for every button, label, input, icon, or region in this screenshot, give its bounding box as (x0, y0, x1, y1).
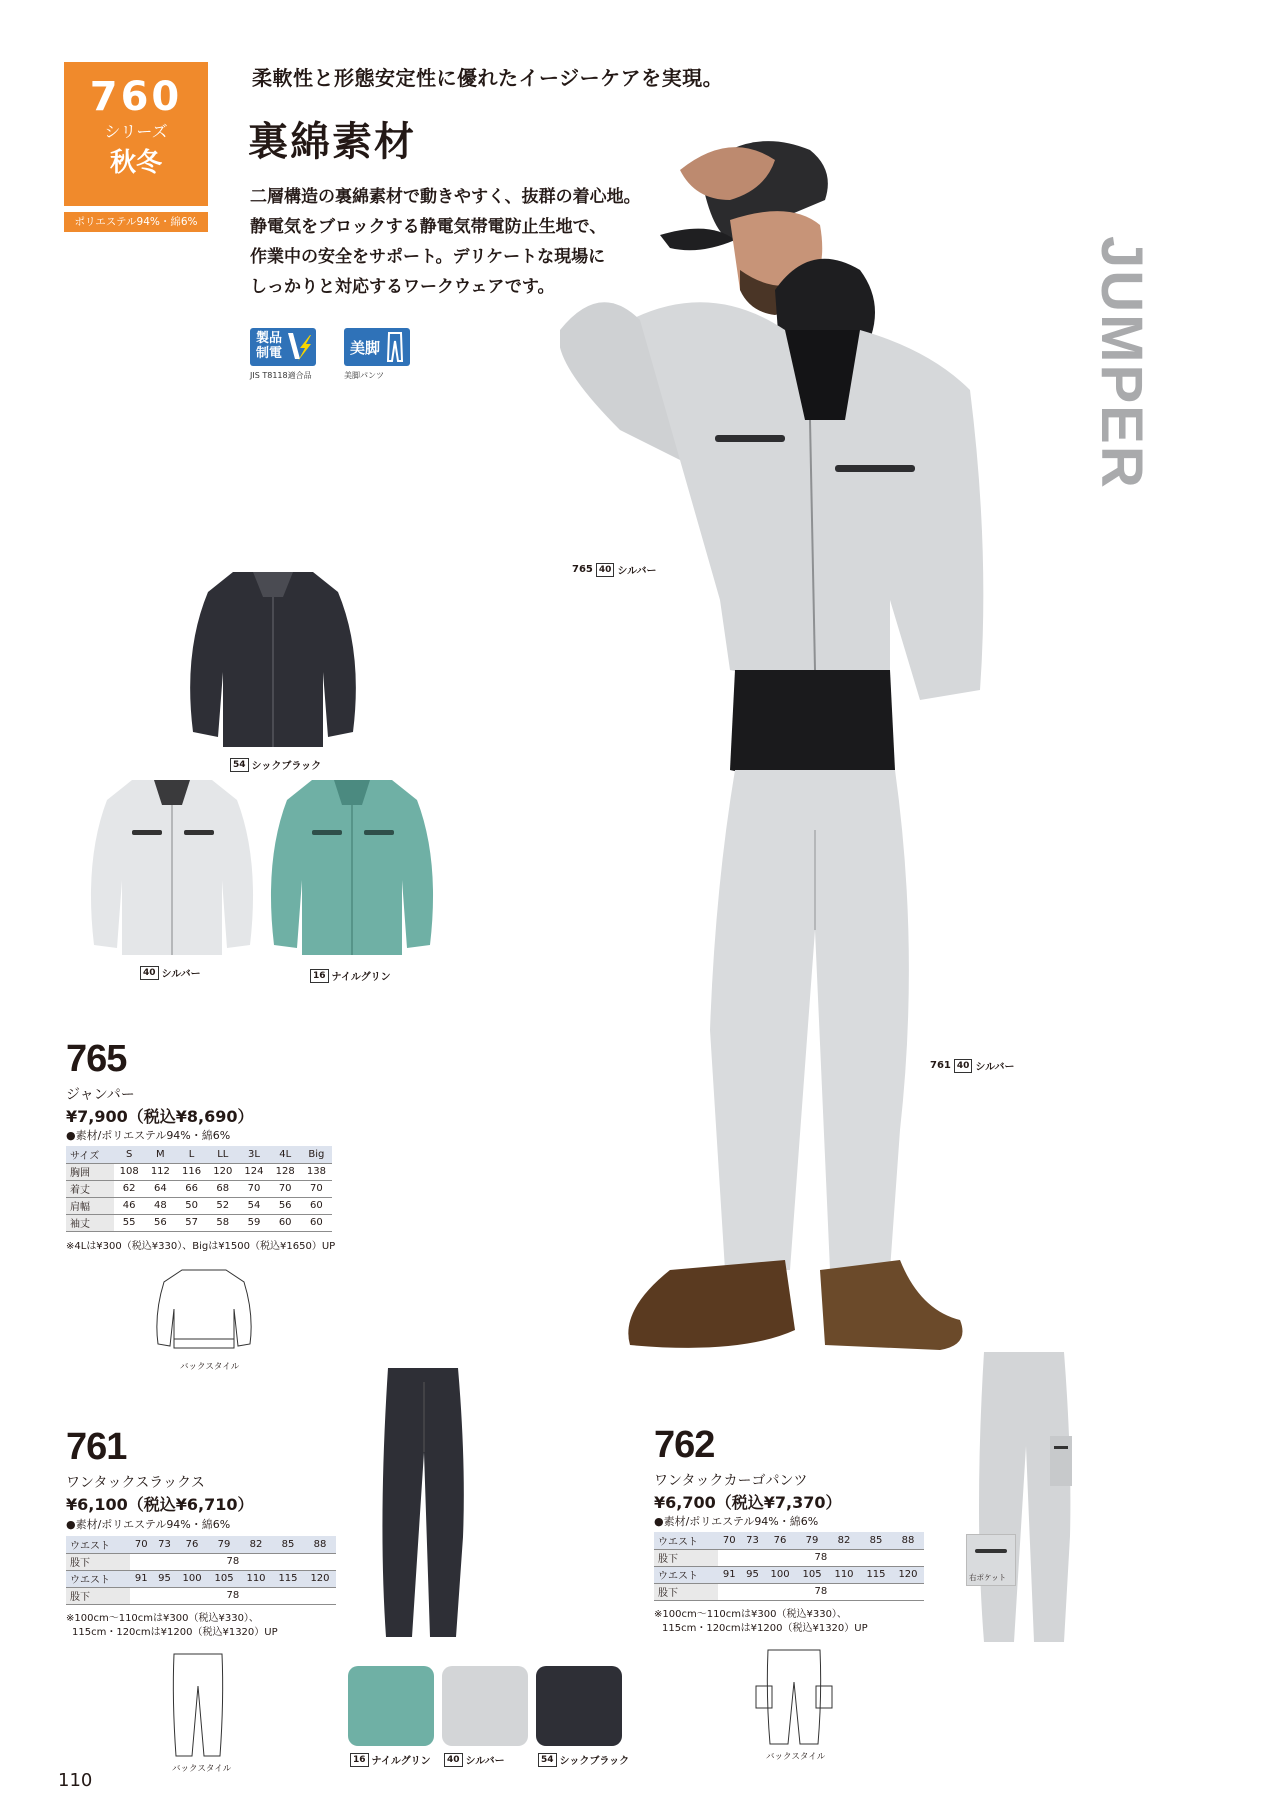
photo-label-pants (930, 1058, 1014, 1073)
table-cell: 124 (238, 1163, 269, 1180)
table-cell: ウエスト (66, 1570, 130, 1587)
table-row (654, 1549, 924, 1566)
table-row (654, 1566, 924, 1583)
table-cell: 57 (176, 1214, 207, 1231)
table-cell: Big (301, 1146, 332, 1163)
headline: 裏綿素材 (248, 119, 416, 165)
color-number: 16 (350, 1753, 369, 1767)
table-cell: 66 (176, 1180, 207, 1197)
table-cell: ウエスト (66, 1536, 130, 1553)
table-cell: LL (207, 1146, 238, 1163)
table-cell: 3L (238, 1146, 269, 1163)
pants-761-photo (368, 1362, 478, 1642)
jacket-black-photo (178, 562, 368, 758)
table-cell: 120 (207, 1163, 238, 1180)
table-cell: 78 (130, 1587, 336, 1604)
antistatic-feature-icon (250, 328, 316, 366)
table-cell: 着丈 (66, 1180, 114, 1197)
table-cell: 59 (238, 1214, 269, 1231)
table-cell: 股下 (66, 1553, 130, 1570)
product-material: ●素材/ポリエステル94%・綿6% (66, 1518, 231, 1531)
table-cell: 4L (270, 1146, 301, 1163)
color-number: 16 (310, 969, 329, 983)
table-cell: M (145, 1146, 176, 1163)
table-cell: 85 (272, 1536, 304, 1553)
table-cell: 48 (145, 1197, 176, 1214)
table-row (66, 1553, 336, 1570)
table-cell: 116 (176, 1163, 207, 1180)
size-table-765 (66, 1146, 332, 1232)
table-cell: 115 (860, 1566, 892, 1583)
color-name: シックブラック (251, 761, 322, 772)
table-cell: 82 (240, 1536, 272, 1553)
table-row (654, 1583, 924, 1600)
photo-label-jacket (572, 562, 656, 577)
color-number: 40 (444, 1753, 463, 1767)
product-material: ●素材/ポリエステル94%・綿6% (66, 1129, 231, 1142)
color-swatch (442, 1666, 528, 1746)
table-cell: 79 (208, 1536, 240, 1553)
table-row (66, 1587, 336, 1604)
table-cell: 46 (114, 1197, 145, 1214)
table-cell: 82 (828, 1532, 860, 1549)
table-cell: 股下 (66, 1587, 130, 1604)
color-name: ナイルグリン (331, 972, 391, 983)
table-cell: 73 (153, 1536, 176, 1553)
back-style-caption: バックスタイル (766, 1752, 826, 1762)
table-cell: 110 (828, 1566, 860, 1583)
price-note: ※4Lは¥300（税込¥330）、Bigは¥1500（税込¥1650）UP (66, 1241, 336, 1252)
table-cell: 52 (207, 1197, 238, 1214)
table-cell: 58 (207, 1214, 238, 1231)
table-cell: 76 (764, 1532, 796, 1549)
slim-leg-icon (384, 331, 406, 363)
table-cell: 115 (272, 1570, 304, 1587)
table-cell: 股下 (654, 1583, 718, 1600)
vertical-title: JUMPER (1089, 236, 1154, 490)
table-cell: 91 (718, 1566, 741, 1583)
table-row (66, 1197, 332, 1214)
pocket-caption: 右ポケット (969, 1573, 1007, 1582)
table-row (66, 1146, 332, 1163)
slim-leg-feature-icon (344, 328, 410, 366)
table-cell: 袖丈 (66, 1214, 114, 1231)
table-cell: 79 (796, 1532, 828, 1549)
pocket-zipper (975, 1549, 1007, 1553)
antistatic-lightning-icon (286, 331, 312, 363)
table-cell: 胸囲 (66, 1163, 114, 1180)
back-style-caption: バックスタイル (180, 1362, 240, 1372)
price-note: 115cm・120cmは¥1200（税込¥1320）UP (662, 1623, 868, 1634)
color-name: ナイルグリン (371, 1756, 431, 1767)
pants-762-photo (960, 1346, 1090, 1646)
table-cell: サイズ (66, 1146, 114, 1163)
table-cell: 70 (130, 1536, 153, 1553)
table-cell: 73 (741, 1532, 764, 1549)
series-label: シリーズ (104, 122, 168, 141)
table-cell: 54 (238, 1197, 269, 1214)
table-cell: 62 (114, 1180, 145, 1197)
product-code: 761 (930, 1060, 951, 1071)
price-note: 115cm・120cmは¥1200（税込¥1320）UP (72, 1627, 278, 1638)
table-cell: 70 (270, 1180, 301, 1197)
table-cell: 78 (130, 1553, 336, 1570)
swatch-label (444, 1752, 505, 1767)
product-name: ジャンパー (66, 1087, 135, 1103)
product-name: ワンタックスラックス (66, 1475, 205, 1491)
back-style-caption: バックスタイル (172, 1764, 232, 1774)
size-table-762 (654, 1532, 924, 1601)
table-cell: 88 (304, 1536, 336, 1553)
table-cell: 120 (304, 1570, 336, 1587)
swatch-label (350, 1752, 431, 1767)
table-cell: ウエスト (654, 1532, 718, 1549)
table-cell: 70 (301, 1180, 332, 1197)
table-cell: 100 (764, 1566, 796, 1583)
table-cell: 91 (130, 1570, 153, 1587)
variant-label-green (310, 968, 391, 983)
table-row (66, 1163, 332, 1180)
description-line: 作業中の安全をサポート。デリケートな現場に (250, 247, 606, 267)
table-row (66, 1214, 332, 1231)
description-line: しっかりと対応するワークウェアです。 (250, 277, 555, 297)
table-cell: 88 (892, 1532, 924, 1549)
product-material: ●素材/ポリエステル94%・綿6% (654, 1515, 819, 1528)
table-row (66, 1536, 336, 1553)
product-price: ¥7,900（税込¥8,690） (66, 1107, 254, 1126)
table-cell: 60 (270, 1214, 301, 1231)
product-code: 765 (572, 564, 593, 575)
pants-762-back-drawing (752, 1646, 836, 1748)
table-cell: S (114, 1146, 145, 1163)
table-row (654, 1532, 924, 1549)
series-number: 760 (89, 74, 183, 120)
feature-text: 美脚 (350, 339, 381, 357)
table-cell: 70 (718, 1532, 741, 1549)
table-cell: 95 (153, 1570, 176, 1587)
color-number: 54 (230, 758, 249, 772)
page-number: 110 (58, 1770, 93, 1791)
table-cell: 肩幅 (66, 1197, 114, 1214)
table-cell: 60 (301, 1214, 332, 1231)
product-name: ワンタックカーゴパンツ (654, 1473, 808, 1489)
table-cell: ウエスト (654, 1566, 718, 1583)
table-cell: 76 (176, 1536, 208, 1553)
color-swatch (536, 1666, 622, 1746)
feature-caption: 美脚パンツ (344, 371, 384, 380)
product-price: ¥6,100（税込¥6,710） (66, 1495, 254, 1514)
color-name: シルバー (617, 566, 657, 577)
series-badge (64, 62, 208, 206)
swatch-label (538, 1752, 629, 1767)
table-cell: 138 (301, 1163, 332, 1180)
table-cell: 56 (270, 1197, 301, 1214)
feature-caption: JIS T8118適合品 (250, 371, 312, 380)
product-price: ¥6,700（税込¥7,370） (654, 1493, 842, 1512)
table-cell: 85 (860, 1532, 892, 1549)
feature-text: 製品 (256, 331, 283, 346)
product-number: 765 (66, 1038, 127, 1080)
table-cell: 78 (718, 1549, 924, 1566)
table-cell: 64 (145, 1180, 176, 1197)
pants-761-back-drawing (168, 1650, 228, 1760)
table-cell: 105 (208, 1570, 240, 1587)
model-photo (560, 130, 1060, 1410)
description-line: 静電気をブロックする静電気帯電防止生地で、 (250, 217, 607, 237)
table-cell: 78 (718, 1583, 924, 1600)
pocket-closeup (966, 1534, 1016, 1586)
table-row (66, 1180, 332, 1197)
table-cell: 68 (207, 1180, 238, 1197)
table-cell: 120 (892, 1566, 924, 1583)
color-name: シルバー (161, 969, 201, 980)
catch-copy: 柔軟性と形態安定性に優れたイージーケアを実現。 (252, 66, 724, 90)
price-note: ※100cm〜110cmは¥300（税込¥330）、 (66, 1613, 259, 1624)
color-number: 40 (140, 966, 159, 980)
feature-text: 制電 (256, 346, 283, 361)
size-table-761 (66, 1536, 336, 1605)
table-cell: 100 (176, 1570, 208, 1587)
table-cell: 95 (741, 1566, 764, 1583)
product-number: 761 (66, 1426, 127, 1468)
table-cell: 70 (238, 1180, 269, 1197)
color-name: シルバー (975, 1062, 1015, 1073)
product-number: 762 (654, 1424, 715, 1466)
table-cell: L (176, 1146, 207, 1163)
table-cell: 128 (270, 1163, 301, 1180)
table-row (66, 1570, 336, 1587)
table-cell: 56 (145, 1214, 176, 1231)
table-cell: 105 (796, 1566, 828, 1583)
jacket-green-photo (262, 770, 442, 966)
jacket-silver-photo (82, 770, 262, 966)
description-line: 二層構造の裏綿素材で動きやすく、抜群の着心地。 (250, 187, 641, 207)
color-number: 54 (538, 1753, 557, 1767)
table-cell: 108 (114, 1163, 145, 1180)
color-name: シックブラック (559, 1756, 630, 1767)
table-cell: 60 (301, 1197, 332, 1214)
table-cell: 55 (114, 1214, 145, 1231)
color-number: 40 (954, 1059, 973, 1073)
table-cell: 112 (145, 1163, 176, 1180)
variant-label-silver (140, 965, 201, 980)
table-cell: 50 (176, 1197, 207, 1214)
color-name: シルバー (465, 1756, 505, 1767)
season-label: 秋冬 (109, 148, 162, 178)
jacket-back-drawing (152, 1264, 256, 1354)
price-note: ※100cm〜110cmは¥300（税込¥330）、 (654, 1609, 847, 1620)
color-number: 40 (596, 563, 615, 577)
table-cell: 股下 (654, 1549, 718, 1566)
table-cell: 110 (240, 1570, 272, 1587)
color-swatch (348, 1666, 434, 1746)
series-material: ポリエステル94%・綿6% (64, 212, 208, 232)
